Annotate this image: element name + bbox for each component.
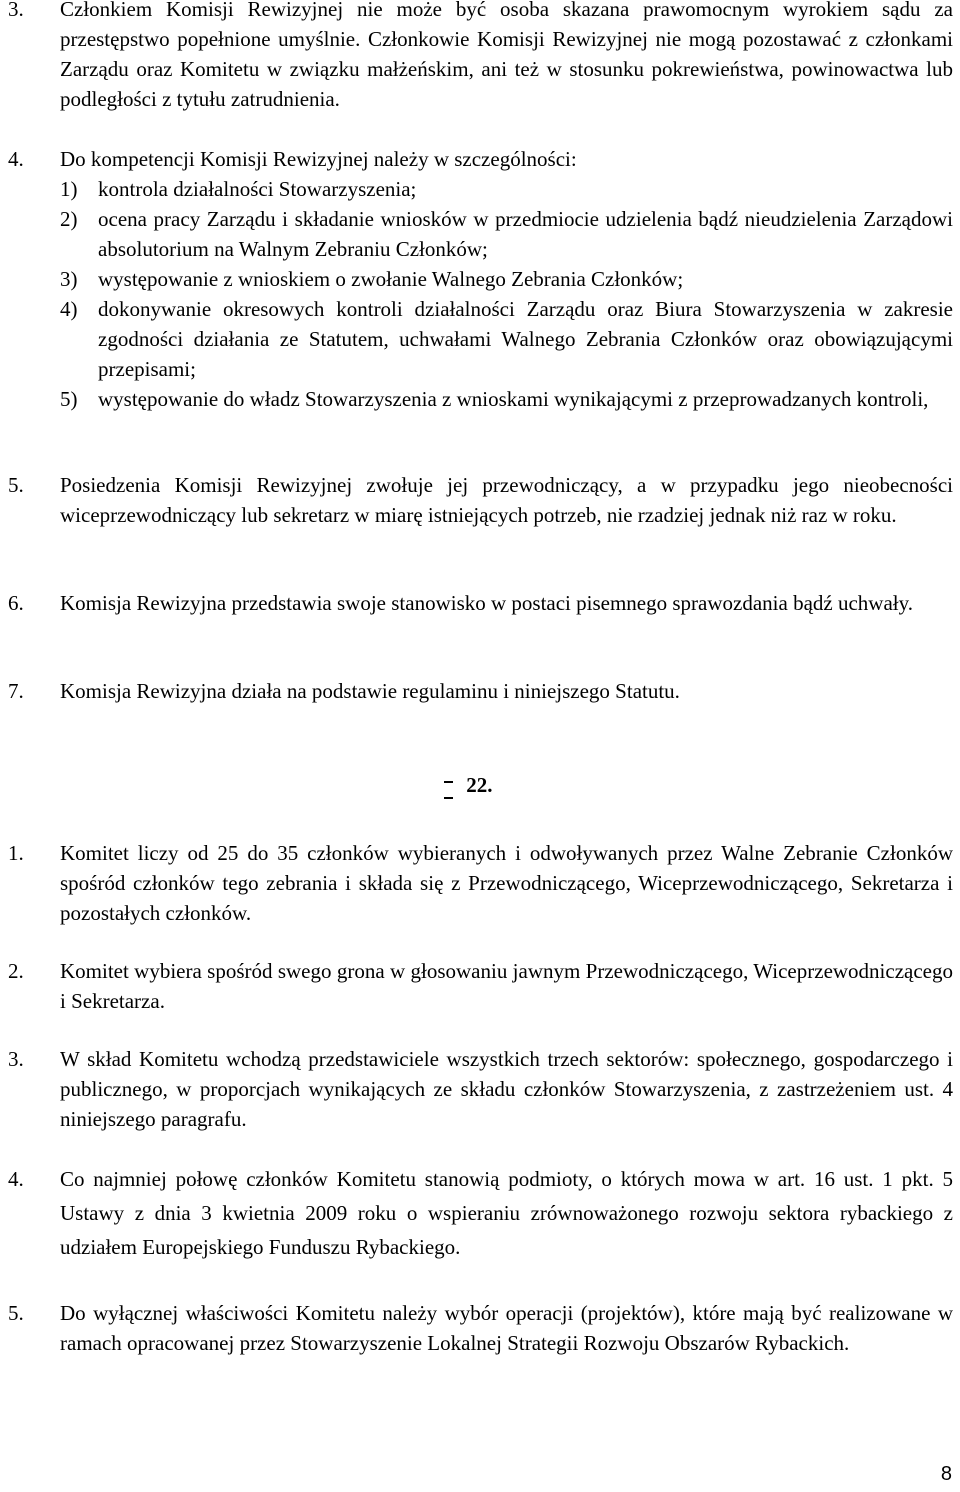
page-number: 8 (940, 1463, 952, 1485)
section-heading (440, 770, 493, 800)
list-item-text: występowanie z wnioskiem o zwołanie Walnego Zebrania Członków; (98, 267, 684, 291)
paragraph-text: Członkiem Komisji Rewizyjnej nie może być osoba skazana prawomocnym wyrokiem sądu za przestępstwo popełnione umyślnie. Członkowie Komisji Rewizyjnej nie mogą pozostawać z członkami Zarządu oraz Komitetu w związku małżeńskim, ani też w stosunku pokrewieństwa, powinowactwa lub podległości z tytułu zatrudnienia. (60, 0, 953, 111)
paragraph-text: W skład Komitetu wchodzą przedstawiciele wszystkich trzech sektorów: społecznego, gospodarczego i publicznego, w proporcjach wynikających ze składu członków Stowarzyszenia, z zastrzeżeniem ust. 4 niniejszego paragrafu. (60, 1047, 953, 1131)
paragraph-text: Co najmniej połowę członków Komitetu stanowią podmioty, o których mowa w art. 16 ust. 1 pkt. 5 Ustawy z dnia 3 kwietnia 2009 roku o wspieraniu zrównoważonego rozwoju sektora rybackiego z udziałem Europejskiego Funduszu Rybackiego. (60, 1167, 953, 1259)
paragraph-number: 5. (8, 473, 24, 497)
paragraph-number: 3. (8, 0, 24, 21)
paragraph-text: Komisja Rewizyjna przedstawia swoje stanowisko w postaci pisemnego sprawozdania bądź uchwały. (60, 591, 913, 615)
paragraph-number: 6. (8, 591, 24, 615)
list-item-number: 1) (60, 177, 78, 201)
paragraph-6 (0, 588, 953, 618)
paragraph-text: Komitet wybiera spośród swego grona w głosowaniu jawnym Przewodniczącego, Wiceprzewodniczącego i Sekretarza. (60, 959, 953, 1013)
paragraph-7 (0, 676, 953, 706)
list-item (60, 264, 953, 294)
paragraph-2 (0, 956, 953, 1016)
list-item-number: 2) (60, 207, 78, 231)
paragraph-5 (0, 470, 953, 530)
list-item (60, 204, 953, 264)
list-item-number: 3) (60, 267, 78, 291)
paragraph-4 (0, 144, 953, 414)
list-item-text: kontrola działalności Stowarzyszenia; (98, 177, 417, 201)
list-item-text: dokonywanie okresowych kontroli działalności Zarządu oraz Biura Stowarzyszenia w zakresie zgodności działania ze Statutem, uchwałami Walnego Zebrania Członków oraz obowiązującymi przepisami; (98, 297, 953, 381)
paragraph-3b (0, 1044, 953, 1134)
paragraph-4b (0, 1162, 953, 1264)
paragraph-text: Do kompetencji Komisji Rewizyjnej należy w szczególności: (60, 147, 577, 171)
list-item (60, 294, 953, 384)
paragraph-number: 4. (8, 1167, 24, 1191)
section-number: 22. (466, 773, 493, 797)
paragraph-number: 7. (8, 679, 24, 703)
paragraph-number: 2. (8, 959, 24, 983)
paragraph-text: Do wyłącznej właściwości Komitetu należy wybór operacji (projektów), które mają być realizowane w ramach opracowanej przez Stowarzyszenie Lokalnej Strategii Rozwoju Obszarów Rybackich. (60, 1301, 953, 1355)
paragraph-number: 1. (8, 841, 24, 865)
paragraph-text: Komisja Rewizyjna działa na podstawie regulaminu i niniejszego Statutu. (60, 679, 680, 703)
list-item-number: 5) (60, 387, 78, 411)
list-item-number: 4) (60, 297, 78, 321)
list-item (60, 174, 953, 204)
section-sign-icon (440, 773, 461, 797)
paragraph-3 (0, 0, 953, 114)
paragraph-text: Posiedzenia Komisji Rewizyjnej zwołuje jej przewodniczący, a w przypadku jego nieobecności wiceprzewodniczący lub sekretarz w miarę istniejących potrzeb, nie rzadziej jednak niż raz w roku. (60, 473, 953, 527)
list-item-text: występowanie do władz Stowarzyszenia z wnioskami wynikającymi z przeprowadzanych kontroli, (98, 387, 929, 411)
paragraph-number: 3. (8, 1047, 24, 1071)
list-item-text: ocena pracy Zarządu i składanie wniosków w przedmiocie udzielenia bądź nieudzielenia Zarządowi absolutorium na Walnym Zebraniu Członków; (98, 207, 953, 261)
list-item (60, 384, 953, 414)
paragraph-5b (0, 1298, 953, 1358)
paragraph-text: Komitet liczy od 25 do 35 członków wybieranych i odwoływanych przez Walne Zebranie Członków spośród członków tego zebrania i składa się z Przewodniczącego, Wiceprzewodniczącego, Sekretarza i pozostałych członków. (60, 841, 953, 925)
paragraph-1 (0, 838, 953, 928)
paragraph-number: 4. (8, 147, 24, 171)
paragraph-number: 5. (8, 1301, 24, 1325)
